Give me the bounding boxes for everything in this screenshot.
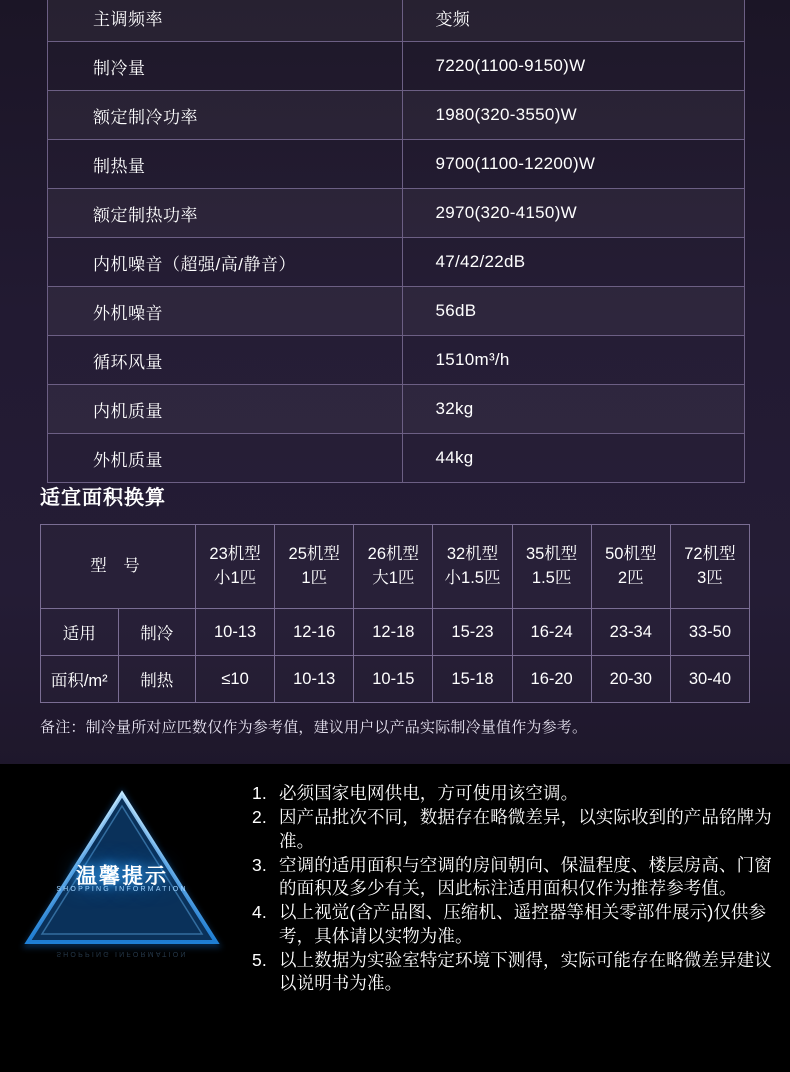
model-name-line2: 大1匹 xyxy=(372,568,415,587)
spec-value: 44kg xyxy=(403,434,745,483)
model-name-line2: 小1匹 xyxy=(213,568,257,587)
table-row xyxy=(48,434,745,483)
section-title: 适宜面积换算 xyxy=(40,487,166,509)
list-item-number: 3. xyxy=(252,854,267,875)
table-row xyxy=(48,238,745,287)
spec-value: 56dB xyxy=(403,287,745,336)
tips-list xyxy=(252,782,780,996)
spec-value: 1510m³/h xyxy=(403,336,745,385)
area-cell: 20-30 xyxy=(591,656,670,703)
spec-value: 32kg xyxy=(403,385,745,434)
tips-badge-reflection: SHOPPING INFORMATION xyxy=(56,950,188,957)
list-item-number: 1. xyxy=(252,783,267,803)
area-mode-label: 制冷 xyxy=(118,609,196,656)
area-cell: 33-50 xyxy=(670,609,749,656)
spec-value: 7220(1100-9150)W xyxy=(403,42,745,91)
list-item-text: 以上视觉(含产品图、压缩机、遥控器等相关零部件展示)仅供参考，具体请以实物为准。 xyxy=(279,902,767,946)
area-row-label: 面积/m² xyxy=(41,656,119,703)
tips-badge-subtitle: SHOPPING INFORMATION xyxy=(56,886,188,893)
area-cell: 12-18 xyxy=(354,609,433,656)
spec-value: 变频 xyxy=(403,0,745,42)
spec-key: 外机质量 xyxy=(48,434,403,483)
area-cell: 15-18 xyxy=(433,656,512,703)
list-item xyxy=(252,806,780,853)
list-item xyxy=(252,949,780,996)
spec-key: 外机噪音 xyxy=(48,287,403,336)
table-row xyxy=(48,91,745,140)
area-cell: 23-34 xyxy=(591,609,670,656)
specification-table-wrapper xyxy=(47,0,745,483)
spec-key: 主调频率 xyxy=(48,0,403,42)
model-name-line2: 3匹 xyxy=(697,568,723,587)
area-cell: 16-20 xyxy=(512,656,591,703)
spec-key: 额定制热功率 xyxy=(48,189,403,238)
model-name-line2: 1匹 xyxy=(301,568,328,587)
spec-key: 制热量 xyxy=(48,140,403,189)
model-column-header xyxy=(591,525,670,609)
area-table-wrapper xyxy=(40,524,750,703)
list-item-text: 必须国家电网供电，方可使用该空调。 xyxy=(279,783,579,803)
model-column-header xyxy=(196,525,275,609)
specification-table xyxy=(47,0,745,483)
model-column-header xyxy=(670,525,749,609)
list-item-number: 4. xyxy=(252,902,267,923)
model-name-line1: 26机型 xyxy=(367,544,420,563)
model-name-line2: 1.5匹 xyxy=(531,568,572,587)
table-row xyxy=(48,189,745,238)
spec-key: 制冷量 xyxy=(48,42,403,91)
model-name-line2: 2匹 xyxy=(617,568,644,587)
list-item xyxy=(252,901,780,948)
tips-badge xyxy=(8,774,240,1024)
table-row xyxy=(41,609,750,656)
model-column-header xyxy=(433,525,512,609)
list-item xyxy=(252,854,780,901)
table-row xyxy=(41,656,750,703)
list-item xyxy=(252,782,780,805)
spec-value: 1980(320-3550)W xyxy=(403,91,745,140)
table-row xyxy=(48,0,745,42)
model-name-line2: 小1.5匹 xyxy=(444,568,501,587)
table-row xyxy=(48,42,745,91)
spec-value: 2970(320-4150)W xyxy=(403,189,745,238)
table-row xyxy=(48,140,745,189)
model-name-line1: 35机型 xyxy=(525,544,578,563)
spec-key: 循环风量 xyxy=(48,336,403,385)
model-name-line1: 72机型 xyxy=(684,544,736,563)
model-name-line1: 23机型 xyxy=(209,544,261,563)
table-header-row xyxy=(41,525,750,609)
model-name-line1: 50机型 xyxy=(605,544,657,563)
model-column-header xyxy=(275,525,354,609)
table-row xyxy=(48,336,745,385)
list-item-text: 因产品批次不同，数据存在略微差异，以实际收到的产品铭牌为准。 xyxy=(279,807,772,851)
area-row-label: 适用 xyxy=(41,609,119,656)
area-cell: 16-24 xyxy=(512,609,591,656)
model-name-line1: 25机型 xyxy=(288,544,340,563)
area-conversion-table xyxy=(40,524,750,703)
area-cell: 12-16 xyxy=(275,609,354,656)
spec-value: 9700(1100-12200)W xyxy=(403,140,745,189)
spec-value: 47/42/22dB xyxy=(403,238,745,287)
list-item-text: 空调的适用面积与空调的房间朝向、保温程度、楼层房高、门窗的面积及多少有关，因此标注适用面积仅作为推荐参考值。 xyxy=(279,854,772,899)
area-cell: 10-13 xyxy=(196,609,275,656)
list-item-text: 以上数据为实验室特定环境下测得，实际可能存在略微差异建议以说明书为准。 xyxy=(279,949,772,994)
tips-panel xyxy=(0,764,790,1072)
area-cell: 30-40 xyxy=(670,656,749,703)
area-cell: ≤10 xyxy=(196,656,275,703)
spec-key: 内机噪音（超强/高/静音） xyxy=(48,238,403,287)
spec-key: 内机质量 xyxy=(48,385,403,434)
table-row xyxy=(48,385,745,434)
list-item-number: 2. xyxy=(252,807,267,828)
area-mode-label: 制热 xyxy=(118,656,196,703)
model-header: 型 号 xyxy=(41,525,196,609)
model-name-line1: 32机型 xyxy=(446,544,499,563)
area-cell: 10-13 xyxy=(275,656,354,703)
model-column-header xyxy=(354,525,433,609)
spec-key: 额定制冷功率 xyxy=(48,91,403,140)
area-cell: 15-23 xyxy=(433,609,512,656)
model-column-header xyxy=(512,525,591,609)
area-cell: 10-15 xyxy=(354,656,433,703)
table-row xyxy=(48,287,745,336)
list-item-number: 5. xyxy=(252,949,267,970)
table-note: 备注：制冷量所对应匹数仅作为参考值，建议用户以产品实际制冷量值作为参考。 xyxy=(40,719,588,736)
tips-badge-title: 温馨提示 xyxy=(76,865,168,888)
